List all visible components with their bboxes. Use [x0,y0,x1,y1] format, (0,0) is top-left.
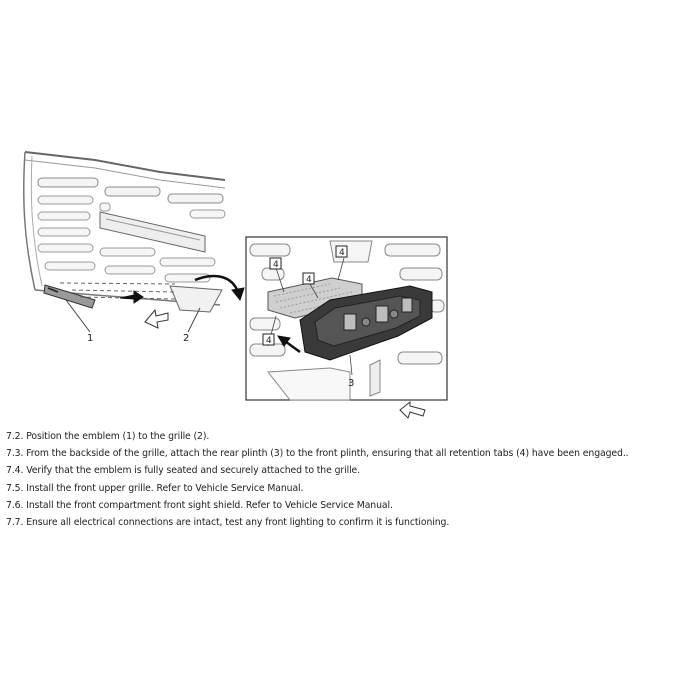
callout-rear-plinth: 3 [348,378,355,389]
grille-overview [24,152,244,332]
step-7-2: 7.2. Position the emblem (1) to the grille (2). [6,431,210,442]
step-7-7: 7.7. Ensure all electrical connections are intact, test any front lighting to confirm it is functioning. [6,517,450,529]
step-7-5: 7.5. Install the front upper grille. Refer to Vehicle Service Manual. [6,482,304,494]
callout-grille: 2 [183,333,190,344]
callout-retention-tab-4: 4 [266,336,272,346]
instruction-steps [6,428,678,531]
step-7-3: 7.3. From the backside of the grille, attach the rear plinth (3) to the front plinth, ensuring that all retention tabs (4) have been engaged.. [6,448,629,460]
callout-retention-tab-3: 4 [306,275,312,285]
step-7-4: 7.4. Verify that the emblem is fully seated and securely attached to the grille. [6,465,361,477]
callout-retention-tab-2: 4 [339,248,345,258]
step-7-6: 7.6. Install the front compartment front sight shield. Refer to Vehicle Service Manual. [6,499,393,511]
callout-retention-tab-1: 4 [273,260,279,270]
callout-emblem: 1 [87,333,94,344]
